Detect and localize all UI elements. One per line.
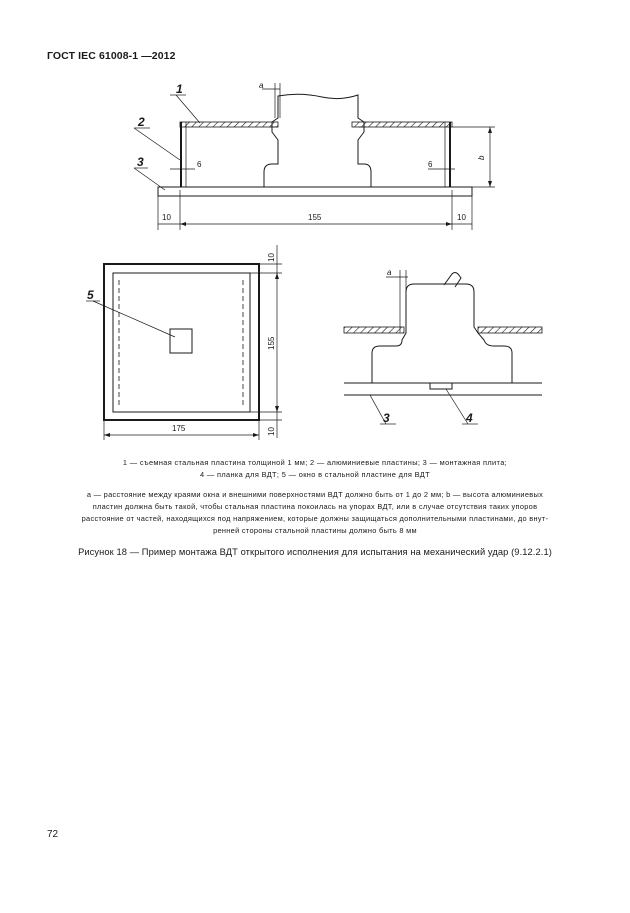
dim-left-edge: 10 — [162, 213, 171, 222]
legend-line-1: 1 — съемная стальная пластина толщиной 1 мм; 2 — алюминиевые пластины; 3 — монтажная плита; — [122, 458, 508, 467]
figure-caption: Рисунок 18 — Пример монтажа ВДТ открытого исполнения для испытания на механический удар (9.12.2.1) — [78, 547, 552, 557]
plan-view — [86, 245, 282, 440]
dim-plan-height: 155 — [267, 336, 276, 350]
dim-plan-bottom: 10 — [267, 427, 276, 436]
steel-plate-right — [352, 122, 452, 127]
dim-left-gap: 6 — [197, 160, 202, 169]
dim-a-side: a — [387, 268, 392, 277]
dim-right-edge: 10 — [457, 213, 466, 222]
window-opening — [170, 329, 192, 353]
callout-3-top: 3 — [137, 155, 144, 169]
steel-plate-left — [180, 122, 278, 127]
side-view — [344, 268, 542, 425]
dim-width-155: 155 — [308, 213, 322, 222]
dim-a-top: a — [259, 81, 264, 90]
top-section-view — [134, 81, 495, 230]
callout-4: 4 — [466, 411, 473, 425]
dim-right-gap: 6 — [428, 160, 433, 169]
document-code: ГОСТ IEC 61008-1 —2012 — [47, 50, 176, 62]
page-number: 72 — [47, 829, 59, 840]
note-line-4: ренней стороны стальной пластины должно быть 8 мм — [213, 526, 417, 535]
steel-plate-side-right — [478, 327, 542, 333]
note-line-3: расстояние от частей, находящихся под напряжением, которые должны защищаться дополнительными пластинами, до внут- — [81, 514, 549, 523]
mounting-plate — [158, 187, 472, 196]
dim-plan-top: 10 — [267, 253, 276, 262]
note-line-2: пластин должна быть такой, чтобы стальная пластина покоилась на упорах ВДТ, или в случае отсутствия таких упоров — [92, 502, 538, 511]
callout-5: 5 — [87, 288, 94, 302]
callout-1: 1 — [176, 82, 183, 96]
rcd-device-side — [372, 284, 512, 383]
callout-3-side: 3 — [383, 411, 390, 425]
steel-plate-side-left — [344, 327, 404, 333]
note-line-1: a — расстояние между краями окна и внешними поверхностями ВДТ должно быть от 1 до 2 мм; b — высота алюминиевых — [86, 490, 544, 499]
callout-2: 2 — [138, 115, 145, 129]
dim-b: b — [477, 155, 486, 160]
dim-plan-width: 175 — [172, 424, 186, 433]
legend-line-2: 4 — планка для ВДТ; 5 — окно в стальной пластине для ВДТ — [199, 470, 430, 479]
